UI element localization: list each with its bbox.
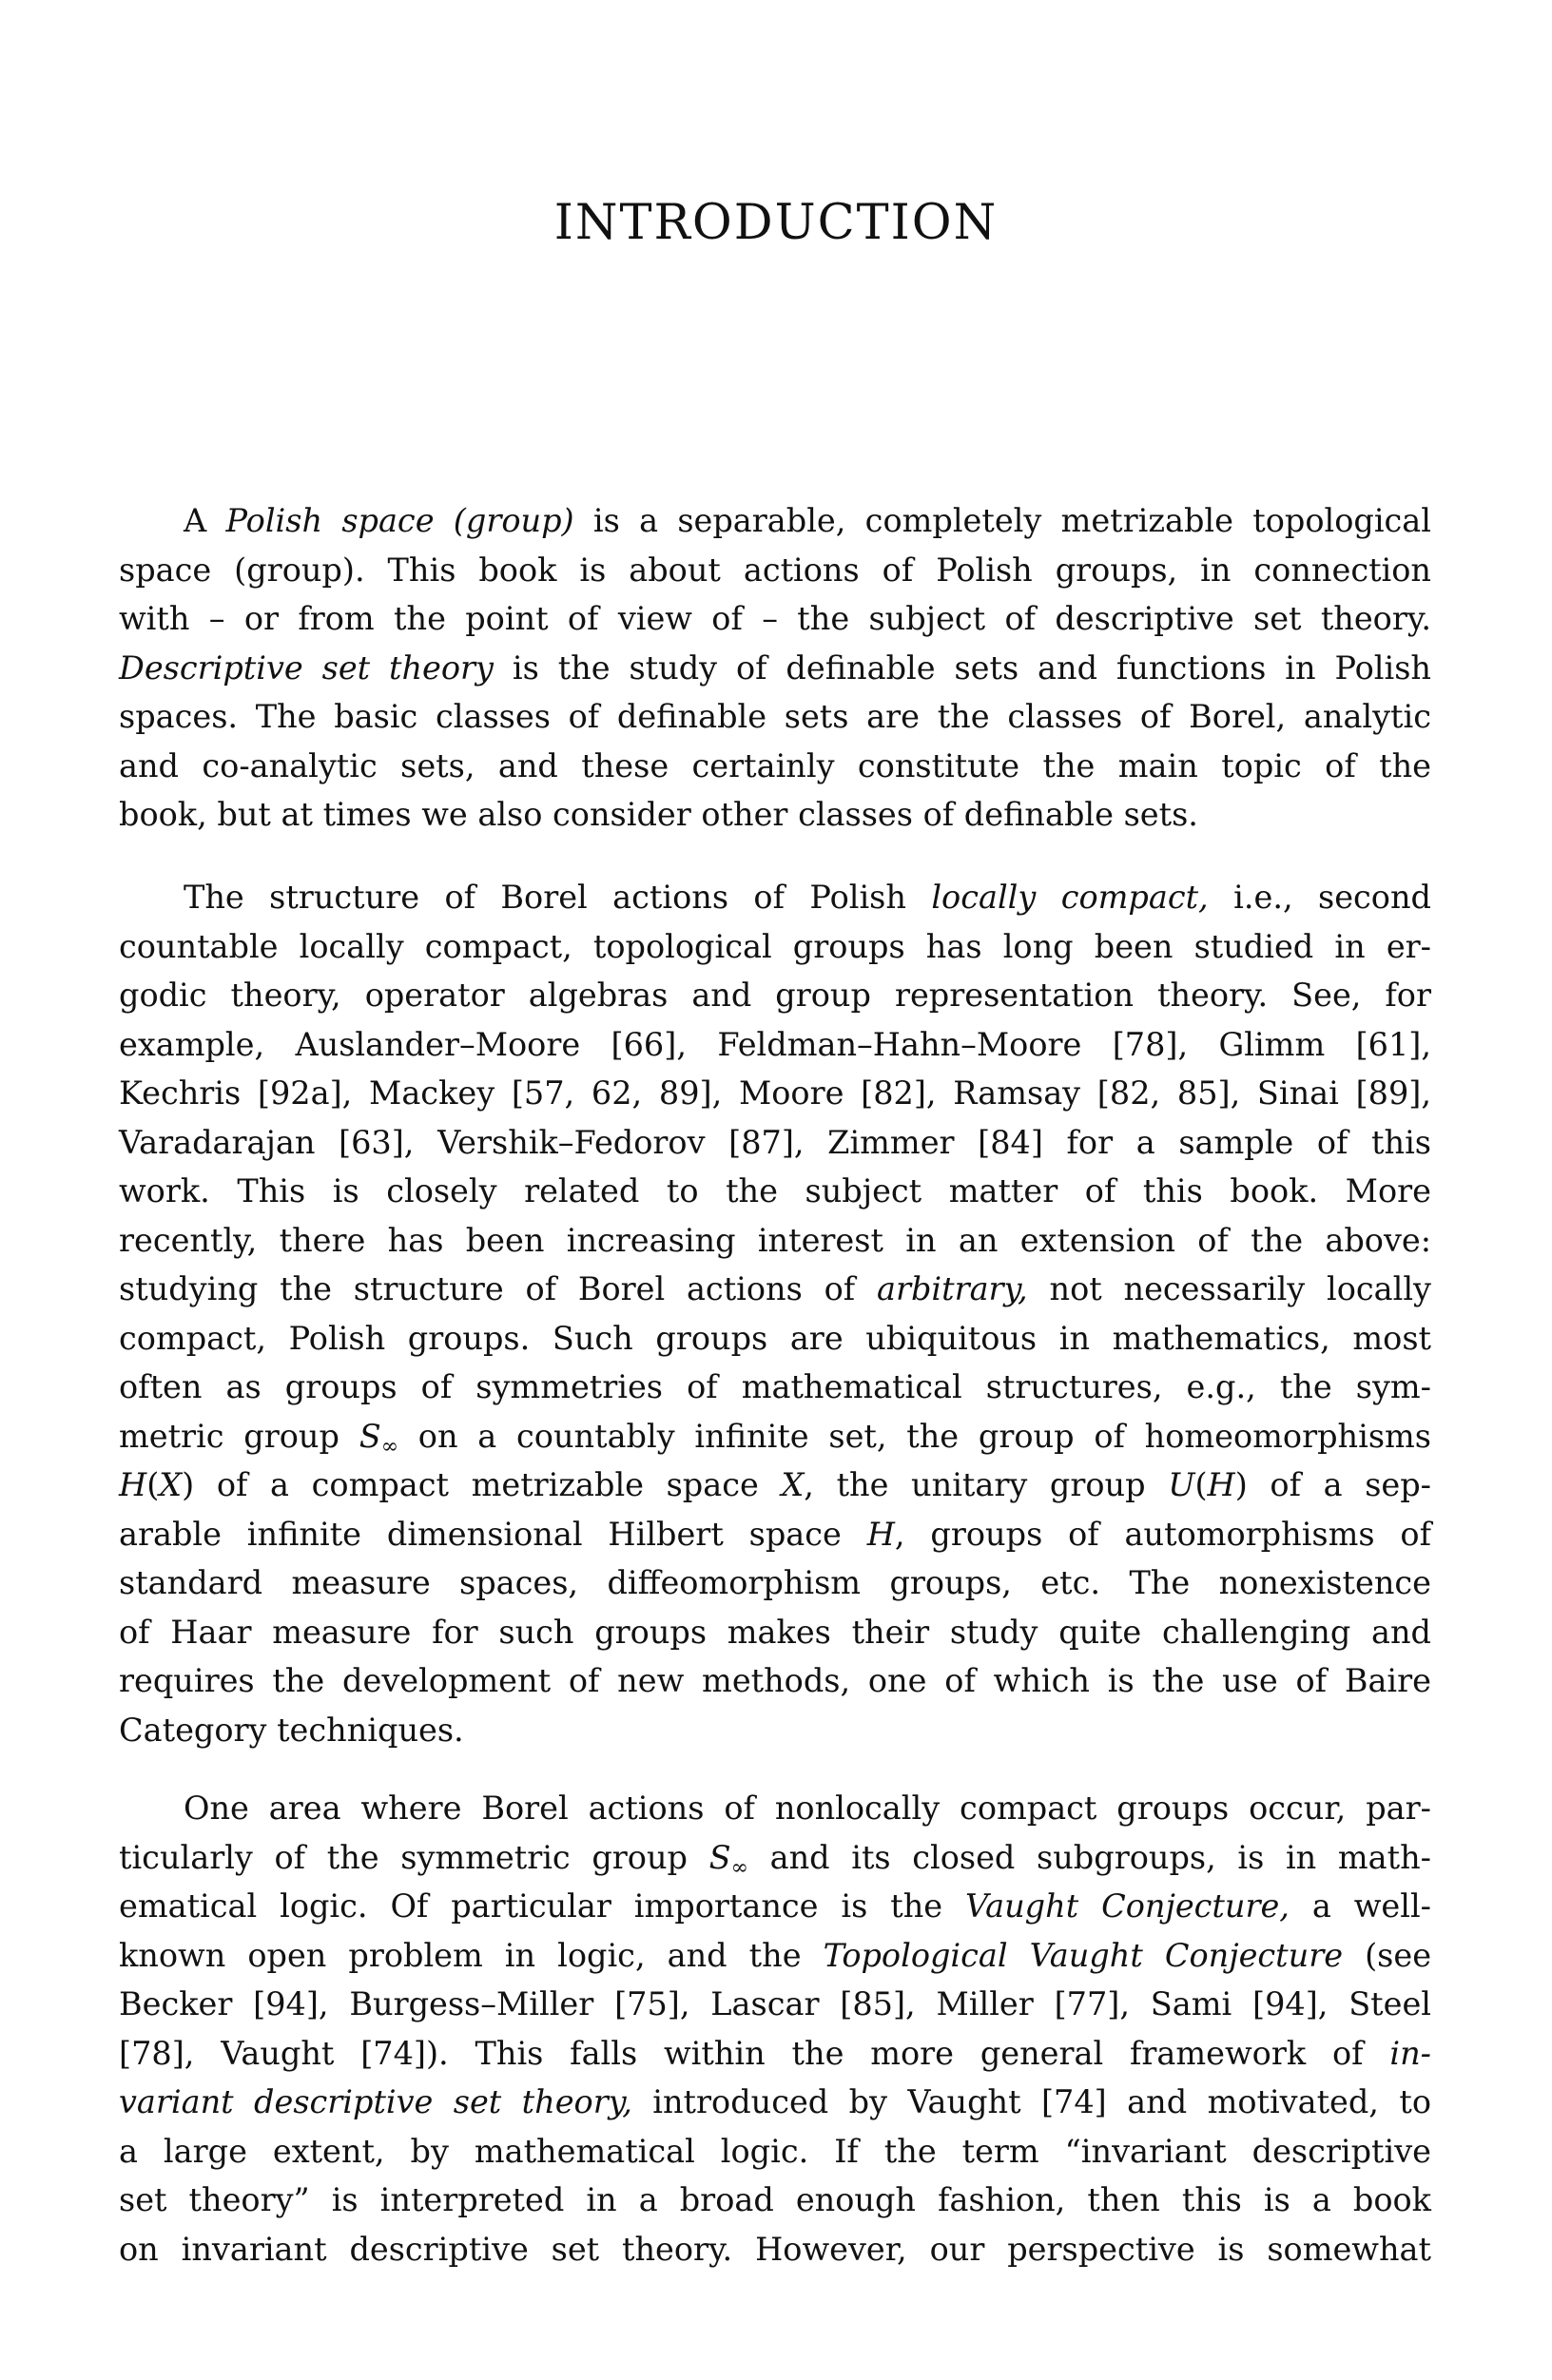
math-symbol: H xyxy=(119,1466,147,1503)
paragraph-line: One area where Borel actions of nonlocally compact groups occur, par- xyxy=(184,1790,1431,1827)
math-symbol: H xyxy=(1207,1466,1235,1503)
term-locally-compact: locally compact, xyxy=(931,879,1209,916)
paragraph-line: and co-analytic sets, and these certainly constitute the main topic of the xyxy=(119,746,1431,784)
paragraph-line: of Haar measure for such groups makes their study quite challenging and xyxy=(119,1613,1431,1651)
paragraph-line: Becker [94], Burgess–Miller [75], Lascar [85], Miller [77], Sami [94], Steel xyxy=(119,1985,1431,2022)
math-symbol: S xyxy=(708,1838,731,1876)
term-topological-vaught-conjecture: Topological Vaught Conjecture xyxy=(823,1936,1344,1974)
math-subscript: ∞ xyxy=(730,1855,748,1880)
paragraph-line: A Polish space (group) is a separable, completely metrizable topological xyxy=(184,502,1431,539)
paragraph-line: requires the development of new methods, one of which is the use of Baire xyxy=(119,1662,1431,1699)
paragraph-line: often as groups of symmetries of mathematical structures, e.g., the sym- xyxy=(119,1368,1431,1405)
paragraph-line: book, but at times we also consider other classes of definable sets. xyxy=(119,796,1198,833)
term-descriptive-set-theory: Descriptive set theory xyxy=(119,648,494,687)
paragraph-line: a large extent, by mathematical logic. If the term “invariant descriptive xyxy=(119,2132,1431,2170)
paragraph-line: Descriptive set theory is the study of definable sets and functions in Polish xyxy=(119,648,1431,687)
paragraph-line: variant descriptive set theory, introduced by Vaught [74] and motivated, to xyxy=(119,2083,1431,2120)
paragraph-line: Kechris [92a], Mackey [57, 62, 89], Moore [82], Ramsay [82, 85], Sinai [89], xyxy=(119,1074,1431,1112)
paragraph-line: standard measure spaces, diffeomorphism groups, etc. The nonexistence xyxy=(119,1564,1431,1601)
paragraph-2 xyxy=(119,873,1431,1754)
math-symbol: X xyxy=(781,1466,805,1503)
paragraph-line: compact, Polish groups. Such groups are ubiquitous in mathematics, most xyxy=(119,1319,1431,1357)
paragraph-line: example, Auslander–Moore [66], Feldman–Hahn–Moore [78], Glimm [61], xyxy=(119,1025,1431,1063)
paragraph-line: [78], Vaught [74]). This falls within the more general framework of in- xyxy=(119,2034,1431,2072)
paragraph-line: godic theory, operator algebras and group representation theory. See, for xyxy=(119,977,1431,1014)
paragraph-line: on invariant descriptive set theory. However, our perspective is somewhat xyxy=(119,2230,1431,2268)
paragraph-line: studying the structure of Borel actions of arbitrary, not necessarily locally xyxy=(119,1270,1431,1307)
paragraph-line: space (group). This book is about actions of Polish groups, in connection xyxy=(119,551,1431,589)
paragraph-line: spaces. The basic classes of definable sets are the classes of Borel, analytic xyxy=(119,698,1431,735)
math-symbol: H xyxy=(866,1515,895,1553)
paragraph-line: metric group $S_\infty$ on a countably infinite set, the group of homeomorphisms xyxy=(119,1417,1431,1459)
math-symbol: S xyxy=(359,1417,381,1455)
paragraph-line: set theory” is interpreted in a broad enough fashion, then this is a book xyxy=(119,2181,1431,2218)
paragraph-line: ticularly of the symmetric group $S_\infty$ and its closed subgroups, is in math- xyxy=(119,1838,1431,1880)
paragraph-line: arable infinite dimensional Hilbert space H, groups of automorphisms of xyxy=(119,1515,1431,1553)
term-arbitrary: arbitrary, xyxy=(876,1270,1028,1307)
paragraph-line: H(X) of a compact metrizable space X, the unitary group U(H) of a sep- xyxy=(119,1466,1431,1503)
paragraph-line: with – or from the point of view of – the subject of descriptive set theory. xyxy=(119,600,1431,637)
term-vaught-conjecture: Vaught Conjecture, xyxy=(965,1887,1290,1925)
paragraph-line: Varadarajan [63], Vershik–Fedorov [87], Zimmer [84] for a sample of this xyxy=(119,1123,1431,1161)
paragraph-line: Category techniques. xyxy=(119,1711,464,1749)
paragraph-line: known open problem in logic, and the Topological Vaught Conjecture (see xyxy=(119,1936,1432,1974)
term-invariant-dst-part1: in- xyxy=(1389,2034,1431,2072)
paragraph-line: countable locally compact, topological groups has long been studied in er- xyxy=(119,927,1431,965)
paragraph-line: ematical logic. Of particular importance is the Vaught Conjecture, a well- xyxy=(119,1887,1431,1925)
paragraph-line: recently, there has been increasing interest in an extension of the above: xyxy=(119,1221,1431,1259)
paragraph-3 xyxy=(119,1784,1431,2274)
term-invariant-dst-part2: variant descriptive set theory, xyxy=(119,2083,632,2120)
math-symbol: U xyxy=(1168,1466,1195,1503)
math-subscript: ∞ xyxy=(380,1434,399,1459)
paragraph-line: The structure of Borel actions of Polish locally compact, i.e., second xyxy=(184,879,1431,916)
math-symbol: X xyxy=(159,1466,183,1503)
paragraph-1 xyxy=(119,496,1431,840)
page-title: INTRODUCTION xyxy=(553,195,999,251)
term-polish-space: Polish space (group) xyxy=(225,502,574,539)
paragraph-line: work. This is closely related to the subject matter of this book. More xyxy=(119,1172,1431,1209)
